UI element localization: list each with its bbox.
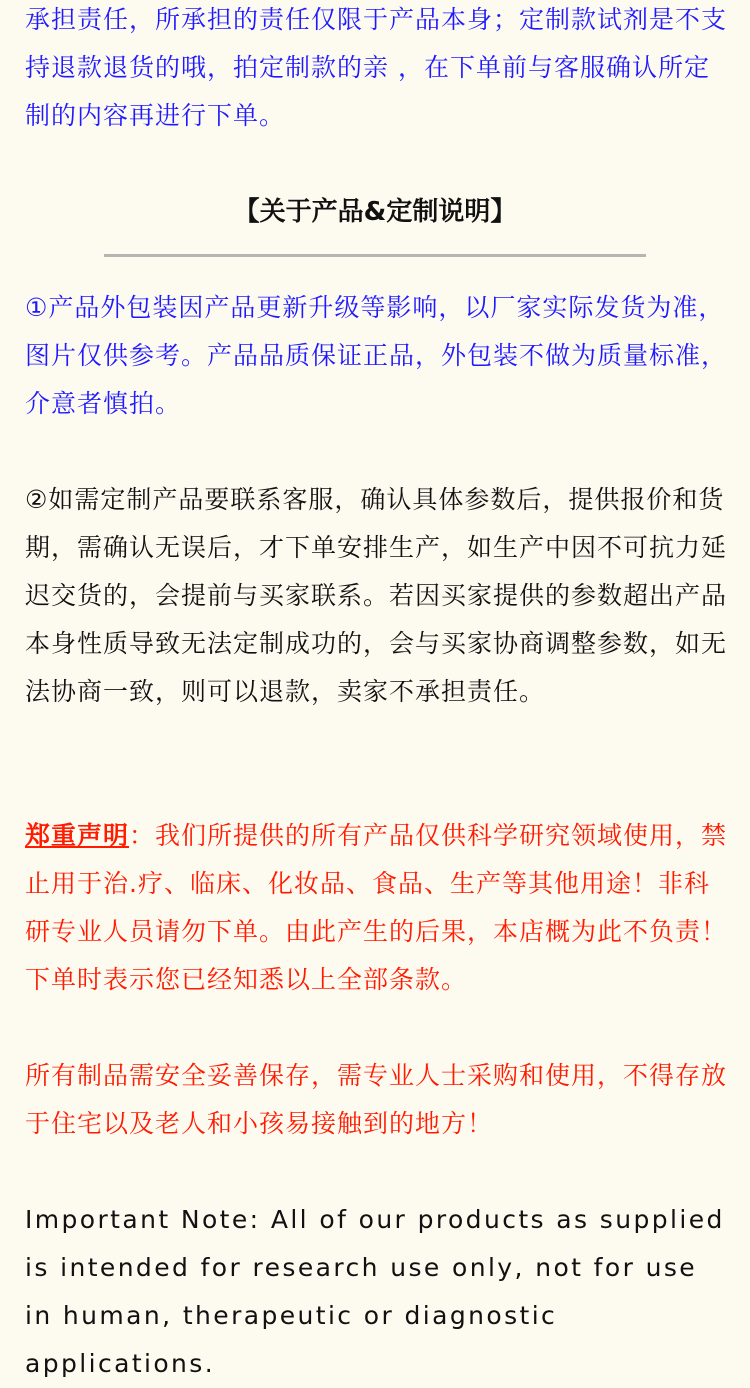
note-1-paragraph: ①产品外包装因产品更新升级等影响，以厂家实际发货为准，图片仅供参考。产品品质保证正品，外包装不做为质量标准，介意者慎拍。 bbox=[25, 293, 728, 418]
section-heading: 【关于产品&定制说明】 bbox=[233, 197, 517, 227]
declaration-colon: ： bbox=[129, 821, 156, 850]
declaration-text: 我们所提供的所有产品仅供科学研究领域使用，禁止用于治.疗、临床、化妆品、食品、生产等其他用途！非科研专业人员请勿下单。由此产生的后果，本店概为此不负责！下单时表示您已经知悉以上全部条款。 bbox=[25, 821, 728, 994]
english-note-paragraph: Important Note: All of our products as supplied is intended for research use only, not for use in human, therapeutic or diagnostic applications. bbox=[25, 1205, 725, 1378]
note-2-paragraph: ②如需定制产品要联系客服，确认具体参数后，提供报价和货期，需确认无误后，才下单安排生产，如生产中因不可抗力延迟交货的，会提前与买家联系。若因买家提供的参数超出产品本身性质导致无法定制成功的，会与买家协商调整参数，如无法协商一致，则可以退款，卖家不承担责任。 bbox=[25, 485, 728, 706]
storage-warning-paragraph: 所有制品需安全妥善保存，需专业人士采购和使用，不得存放于住宅以及老人和小孩易接触到的地方！ bbox=[25, 1061, 728, 1138]
section-divider bbox=[104, 254, 646, 257]
intro-paragraph: 承担责任，所承担的责任仅限于产品本身；定制款试剂是不支持退款退货的哦，拍定制款的亲 ，在下单前与客服确认所定制的内容再进行下单。 bbox=[25, 5, 728, 130]
declaration-paragraph bbox=[25, 812, 730, 1004]
declaration-label: 郑重声明 bbox=[25, 821, 130, 850]
